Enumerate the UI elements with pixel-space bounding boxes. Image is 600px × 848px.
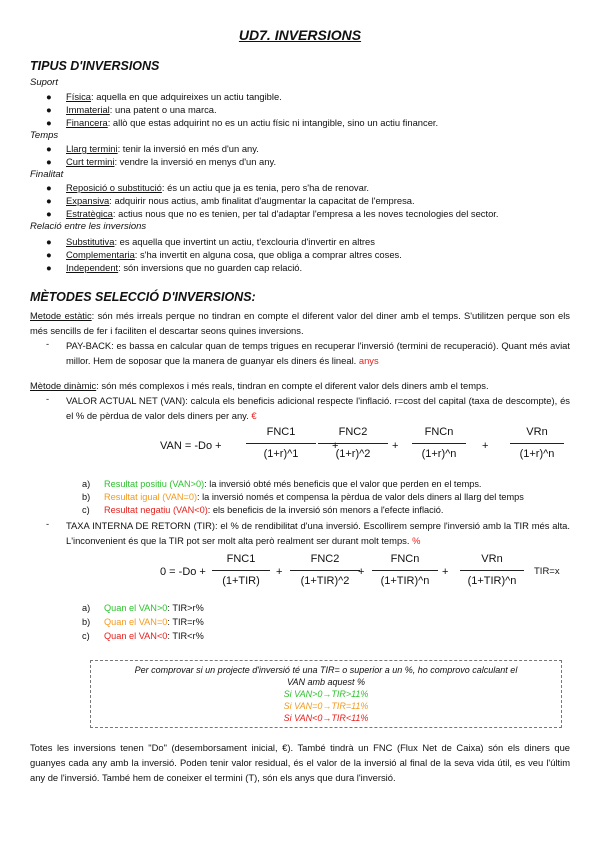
section-heading-tipus: TIPUS D'INVERSIONS [30, 59, 160, 73]
van-fraction: FNCn (1+r)^n [412, 426, 466, 460]
page-title: UD7. INVERSIONS [238, 27, 362, 43]
note-line: VAN amb aquest % [286, 677, 366, 687]
note-line: Per comprovar si un projecte d'inversió té una TIR= o superior a un %, ho comprovo calculant el [134, 665, 518, 675]
note-box [90, 660, 562, 728]
plus-sign: + [332, 440, 339, 452]
van-fraction: FNC1 (1+r)^1 [246, 426, 316, 460]
van-fraction: FNC2 (1+r)^2 [318, 426, 388, 460]
van-formula-lhs: VAN = -Do + [160, 440, 222, 452]
van-fraction: VRn (1+r)^n [510, 426, 564, 460]
tir-formula-lhs: 0 = -Do + [160, 566, 206, 578]
group-label: Suport [30, 77, 58, 88]
tir-fraction: FNC1 (1+TIR) [212, 553, 270, 587]
plus-sign: + [276, 566, 283, 578]
static-method-paragraph: Metode estàtic: són més irreals perque no tindran en compte el diferent valor del diner amb el temps. S'utilitzen perque son els més sencills de fer i faciliten el descartar seons quines inversions. [30, 310, 570, 336]
dynamic-method-paragraph: Mètode dinàmic: són més complexos i més reals, tindran en compte el diferent valor dels diners amb el temps. [30, 380, 489, 391]
plus-sign: + [358, 566, 365, 578]
plus-sign: + [442, 566, 449, 578]
group-label: Relació entre les inversions [30, 221, 147, 232]
tir-fraction: FNC2 (1+TIR)^2 [290, 553, 360, 587]
note-line: Si VAN=0→TIR=11% [283, 701, 369, 711]
tir-fraction: VRn (1+TIR)^n [460, 553, 524, 587]
plus-sign: + [392, 440, 399, 452]
section-heading-metodes: MÈTODES SELECCIÓ D'INVERSIONS: [30, 290, 256, 304]
footer-paragraph: Totes les inversions tenen "Do" (desemborsament inicial, €). També tindrà un FNC (Flux Net de Caixa) són els diners que guanyes cada any amb la inversió. Poden tenir valor residual, és el valor de la inversió al final de la seva vida útil, es veu l'últim any de l'inversió. També hem de coneixer el termini (T), són els anys que dura l'inversió. [30, 742, 570, 783]
group-label: Temps [30, 130, 59, 141]
plus-sign: + [482, 440, 489, 452]
group-label: Finalitat [30, 169, 64, 180]
note-line: Si VAN>0→TIR>11% [283, 689, 369, 699]
note-line: Si VAN<0→TIR<11% [283, 713, 369, 723]
tir-fraction: FNCn (1+TIR)^n [372, 553, 438, 587]
tir-formula-rhs: TIR=x [534, 566, 560, 577]
